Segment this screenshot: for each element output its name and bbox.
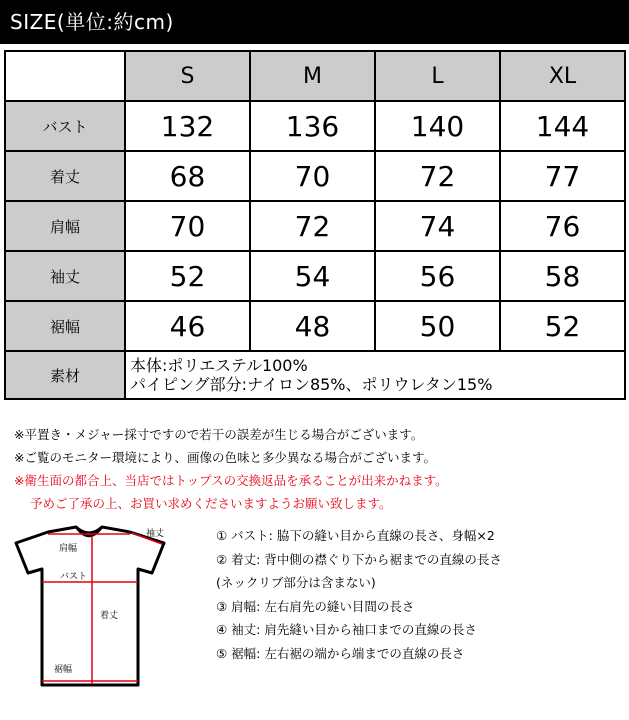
size-header-l: L	[375, 51, 500, 101]
table-cell: 74	[375, 201, 500, 251]
header-corner-cell	[5, 51, 125, 101]
measure-sleeve: ④ 袖丈: 肩先縫い目から袖口までの直線の長さ	[216, 622, 477, 637]
table-cell: 68	[125, 151, 250, 201]
note-no-returns: ※衛生面の都合上、当店ではトップスの交換返品を承ることが出来かねます。	[14, 473, 448, 488]
measurement-descriptions	[216, 524, 621, 665]
table-row-hem	[5, 301, 625, 351]
page-title: SIZE(単位:約cm)	[10, 10, 174, 34]
material-line-piping: パイピング部分:ナイロン85%、ポリウレタン15%	[130, 375, 493, 394]
table-cell: 144	[500, 101, 625, 151]
size-header-s: S	[125, 51, 250, 101]
measure-hem: ⑤ 裾幅: 左右裾の端から端までの直線の長さ	[216, 645, 465, 661]
tshirt-outline	[16, 527, 164, 685]
bust-label: バスト	[60, 572, 88, 582]
table-cell: 52	[125, 251, 250, 301]
table-cell: 50	[375, 301, 500, 351]
row-label: 着丈	[5, 151, 125, 201]
table-cell: 46	[125, 301, 250, 351]
table-cell: 72	[250, 201, 375, 251]
table-cell: 56	[375, 251, 500, 301]
row-label: 裾幅	[5, 301, 125, 351]
row-label: 袖丈	[5, 251, 125, 301]
size-header-m: M	[250, 51, 375, 101]
length-label: 着丈	[100, 611, 119, 621]
measure-bust: ① バスト: 脇下の縫い目から直線の長さ、身幅×2	[216, 528, 495, 543]
measure-length: ② 着丈: 背中側の襟ぐり下から裾までの直線の長さ	[216, 551, 502, 567]
table-cell: 70	[250, 151, 375, 201]
table-cell: 58	[500, 251, 625, 301]
size-header-row	[5, 51, 625, 101]
table-cell: 70	[125, 201, 250, 251]
material-cell	[125, 351, 625, 399]
table-row-material	[5, 351, 625, 399]
row-label: バスト	[5, 101, 125, 151]
material-line-body: 本体:ポリエステル100%	[130, 356, 308, 375]
table-cell: 52	[500, 301, 625, 351]
hem-label: 裾幅	[54, 665, 73, 675]
table-cell: 48	[250, 301, 375, 351]
measure-length-note: (ネックリブ部分は含まない)	[216, 575, 376, 590]
table-cell: 72	[375, 151, 500, 201]
shoulder-label: 肩幅	[59, 544, 78, 554]
row-label: 素材	[5, 351, 125, 399]
sleeve-label: 袖丈	[146, 529, 165, 539]
table-row-shoulder	[5, 201, 625, 251]
note-measurement-error: ※平置き・メジャー採寸ですので若干の誤差が生じる場合がございます。	[14, 427, 424, 442]
tshirt-measurement-diagram	[12, 522, 182, 692]
notes	[14, 423, 614, 515]
table-cell: 132	[125, 101, 250, 151]
table-row-length	[5, 151, 625, 201]
size-header-xl: XL	[500, 51, 625, 101]
size-table	[4, 50, 626, 400]
note-acknowledge: 予めご了承の上、お買い求めくださいますようお願い致します。	[30, 496, 392, 511]
table-cell: 77	[500, 151, 625, 201]
table-row-bust	[5, 101, 625, 151]
measure-shoulder: ③ 肩幅: 左右肩先の縫い目間の長さ	[216, 598, 415, 614]
table-cell: 54	[250, 251, 375, 301]
table-cell: 140	[375, 101, 500, 151]
row-label: 肩幅	[5, 201, 125, 251]
table-cell: 76	[500, 201, 625, 251]
table-cell: 136	[250, 101, 375, 151]
table-row-sleeve	[5, 251, 625, 301]
title-bar	[0, 0, 629, 44]
note-monitor-color: ※ご覧のモニター環境により、画像の色味と多少異なる場合がございます。	[14, 450, 436, 465]
